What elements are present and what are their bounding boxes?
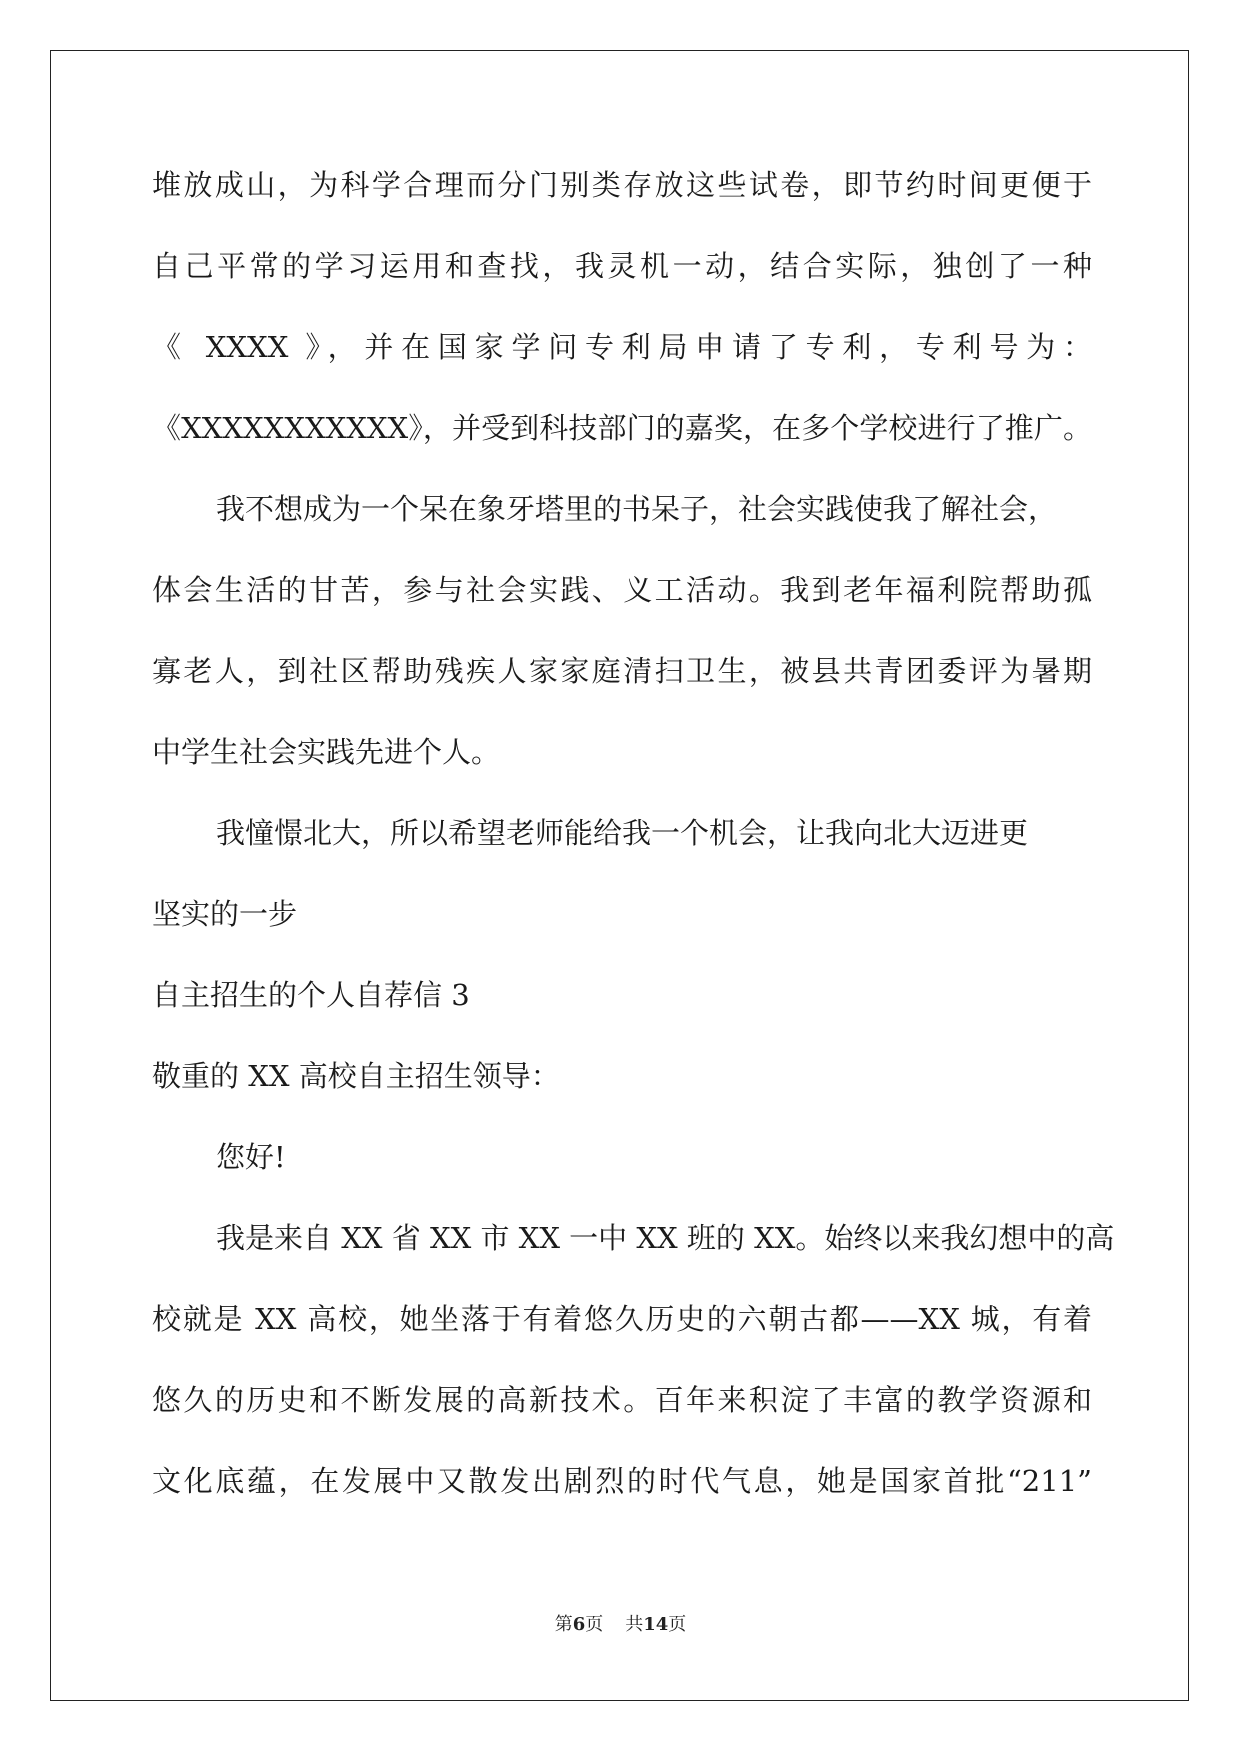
section-heading: 自主招生的个人自荐信 3: [152, 978, 470, 1012]
text-line: 文化底蕴，在发展中又散发出剧烈的时代气息，她是国家首批“211”: [152, 1464, 1092, 1498]
total-label-suffix: 页: [668, 1614, 687, 1635]
text-line: 校就是 XX 高校，她坐落于有着悠久历史的六朝古都——XX 城，有着: [152, 1302, 1092, 1336]
text-line: 我是来自 XX 省 XX 市 XX 一中 XX 班的 XX。始终以来我幻想中的高: [216, 1221, 1115, 1255]
total-pages: 14: [643, 1614, 669, 1635]
page-footer: [0, 1610, 1241, 1636]
page-label-suffix: 页: [585, 1614, 604, 1635]
text-line: 《XXXXXXXXXXX》，并受到科技部门的嘉奖，在多个学校进行了推广。: [152, 411, 1092, 445]
text-line: 悠久的历史和不断发展的高新技术。百年来积淀了丰富的教学资源和: [152, 1383, 1092, 1417]
text-line: 《 XXXX 》，并在国家学问专利局申请了专利，专利号为：: [152, 330, 1092, 364]
text-line: 体会生活的甘苦，参与社会实践、义工活动。我到老年福利院帮助孤: [152, 573, 1092, 607]
text-line: 堆放成山，为科学合理而分门别类存放这些试卷，即节约时间更便于: [152, 168, 1092, 202]
total-label-prefix: 共: [625, 1614, 644, 1635]
page-label-prefix: 第: [554, 1614, 573, 1635]
text-line: 我不想成为一个呆在象牙塔里的书呆子，社会实践使我了解社会，: [216, 492, 1058, 526]
document-body: [152, 158, 1115, 1535]
text-line: 寡老人，到社区帮助残疾人家家庭清扫卫生，被县共青团委评为暑期: [152, 654, 1092, 688]
page-number: 6: [572, 1614, 586, 1635]
text-line: 我憧憬北大，所以希望老师能给我一个机会，让我向北大迈进更: [216, 816, 1029, 850]
text-line: 自己平常的学习运用和查找，我灵机一动，结合实际，独创了一种: [152, 249, 1092, 283]
greeting: 您好!: [216, 1140, 286, 1174]
salutation: 敬重的 XX 高校自主招生领导：: [152, 1059, 560, 1093]
text-line: 坚实的一步: [152, 897, 298, 931]
text-line: 中学生社会实践先进个人。: [152, 735, 501, 769]
